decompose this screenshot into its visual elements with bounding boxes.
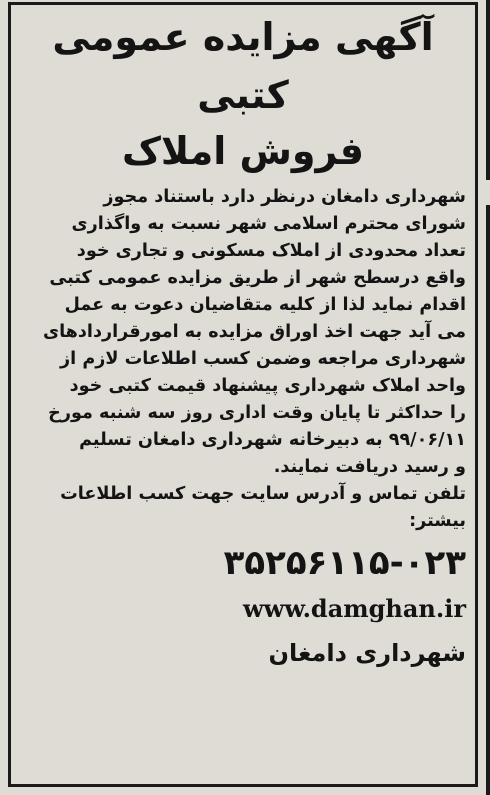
body-line: شورای محترم اسلامی شهر نسبت به واگذاری: [71, 214, 466, 234]
contact-line: تلفن تماس و آدرس سایت جهت کسب اطلاعات: [60, 484, 466, 504]
contact-heading: [20, 481, 466, 535]
notice-body: [20, 184, 466, 481]
body-line: واقع درسطح شهر از طریق مزایده عمومی کتبی: [49, 268, 466, 288]
signature: شهرداری دامغان: [268, 639, 466, 667]
contact-line: بیشتر:: [409, 511, 466, 531]
body-line: و رسید دریافت نمایند.: [273, 457, 466, 477]
body-line: ۹۹/۰۶/۱۱ به دبیرخانه شهرداری دامغان تسلیم: [79, 430, 466, 450]
phone-number: ۳۵۲۵۶۱۱۵-۰۲۳: [223, 543, 466, 583]
column-divider: [486, 0, 490, 180]
column-divider: [486, 205, 490, 795]
body-line: واحد املاک شهرداری پیشنهاد قیمت کتبی خود: [69, 376, 466, 396]
notice-subtitle: فروش املاک: [121, 129, 365, 173]
website-url: www.damghan.ir: [243, 594, 466, 623]
auction-notice: [20, 8, 466, 673]
body-line: شهرداری مراجعه وضمن کسب اطلاعات لازم از: [60, 349, 466, 369]
body-line: را حداکثر تا پایان وقت اداری روز سه شنبه مورخ: [48, 403, 466, 423]
body-line: تعداد محدودی از املاک مسکونی و تجاری خود: [76, 241, 466, 261]
body-line: اقدام نماید لذا از کلیه متقاضیان دعوت به عمل: [64, 295, 466, 315]
body-line: شهرداری دامغان درنظر دارد باستناد مجوز: [103, 187, 466, 207]
notice-title: آگهی مزایده عمومی کتبی: [52, 15, 434, 117]
body-line: می آید جهت اخذ اوراق مزایده به امورقراردادهای: [42, 322, 466, 342]
